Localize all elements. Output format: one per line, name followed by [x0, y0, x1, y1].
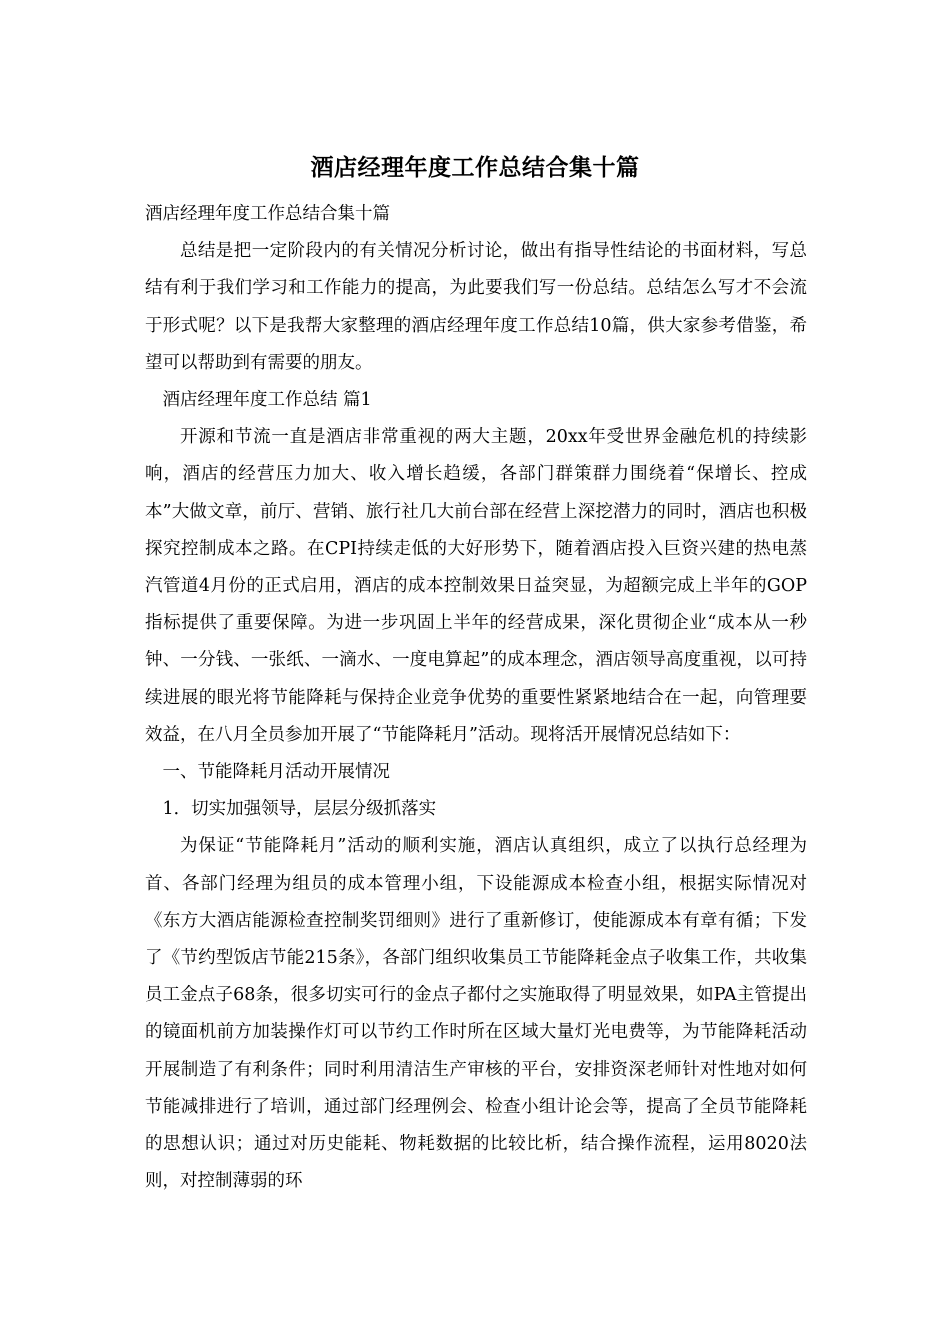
- body-paragraph-1: 开源和节流一直是酒店非常重视的两大主题，20xx年受世界金融危机的持续影响，酒店的经营压力加大、收入增长趋缓，各部门群策群力围绕着“保增长、控成本”大做文章，前厅、营销、旅行社几大前台部在经营上深挖潜力的同时，酒店也积极探究控制成本之路。在CPI持续走低的大好形势下，随着酒店投入巨资兴建的热电蒸汽管道4月份的正式启用，酒店的成本控制效果日益突显，为超额完成上半年的GOP指标提供了重要保障。为进一步巩固上半年的经营成果，深化贯彻企业“成本从一秒钟、一分钱、一张纸、一滴水、一度电算起”的成本理念，酒店领导高度重视，以可持续进展的眼光将节能降耗与保持企业竞争优势的重要性紧紧地结合在一起，向管理要效益，在八月全员参加开展了“节能降耗月”活动。现将活开展情况总结如下：: [145, 427, 807, 745]
- document-body: [145, 196, 807, 1200]
- section-heading: 酒店经理年度工作总结 篇1: [162, 390, 372, 411]
- intro-paragraph: 总结是把一定阶段内的有关情况分析讨论，做出有指导性结论的书面材料，写总结有利于我们学习和工作能力的提高，为此要我们写一份总结。总结怎么写才不会流于形式呢？以下是我帮大家整理的酒店经理年度工作总结10篇，供大家参考借鉴，希望可以帮助到有需要的朋友。: [145, 241, 807, 373]
- body-paragraph-2: 为保证“节能降耗月”活动的顺利实施，酒店认真组织，成立了以执行总经理为首、各部门经理为组员的成本管理小组，下设能源成本检查小组，根据实际情况对《东方大酒店能源检查控制奖罚细则》进行了重新修订，使能源成本有章有循；下发了《节约型饭店节能215条》，各部门组织收集员工节能降耗金点子收集工作，共收集员工金点子68条，很多切实可行的金点子都付之实施取得了明显效果，如PA主管提出的镜面机前方加装操作灯可以节约工作时所在区域大量灯光电费等，为节能降耗活动开展制造了有利条件；同时利用清洁生产审核的平台，安排资深老师针对性地对如何节能减排进行了培训，通过部门经理例会、检查小组计论会等，提高了全员节能降耗的思想认识；通过对历史能耗、物耗数据的比较比析，结合操作流程，运用8020法则，对控制薄弱的环: [145, 836, 807, 1192]
- document-subtitle: 酒店经理年度工作总结合集十篇: [145, 204, 390, 224]
- heading-level-1: 一、节能降耗月活动开展情况: [162, 762, 390, 783]
- document-title: 酒店经理年度工作总结合集十篇: [310, 154, 640, 181]
- heading-level-2: 1．切实加强领导，层层分级抓落实: [162, 799, 437, 820]
